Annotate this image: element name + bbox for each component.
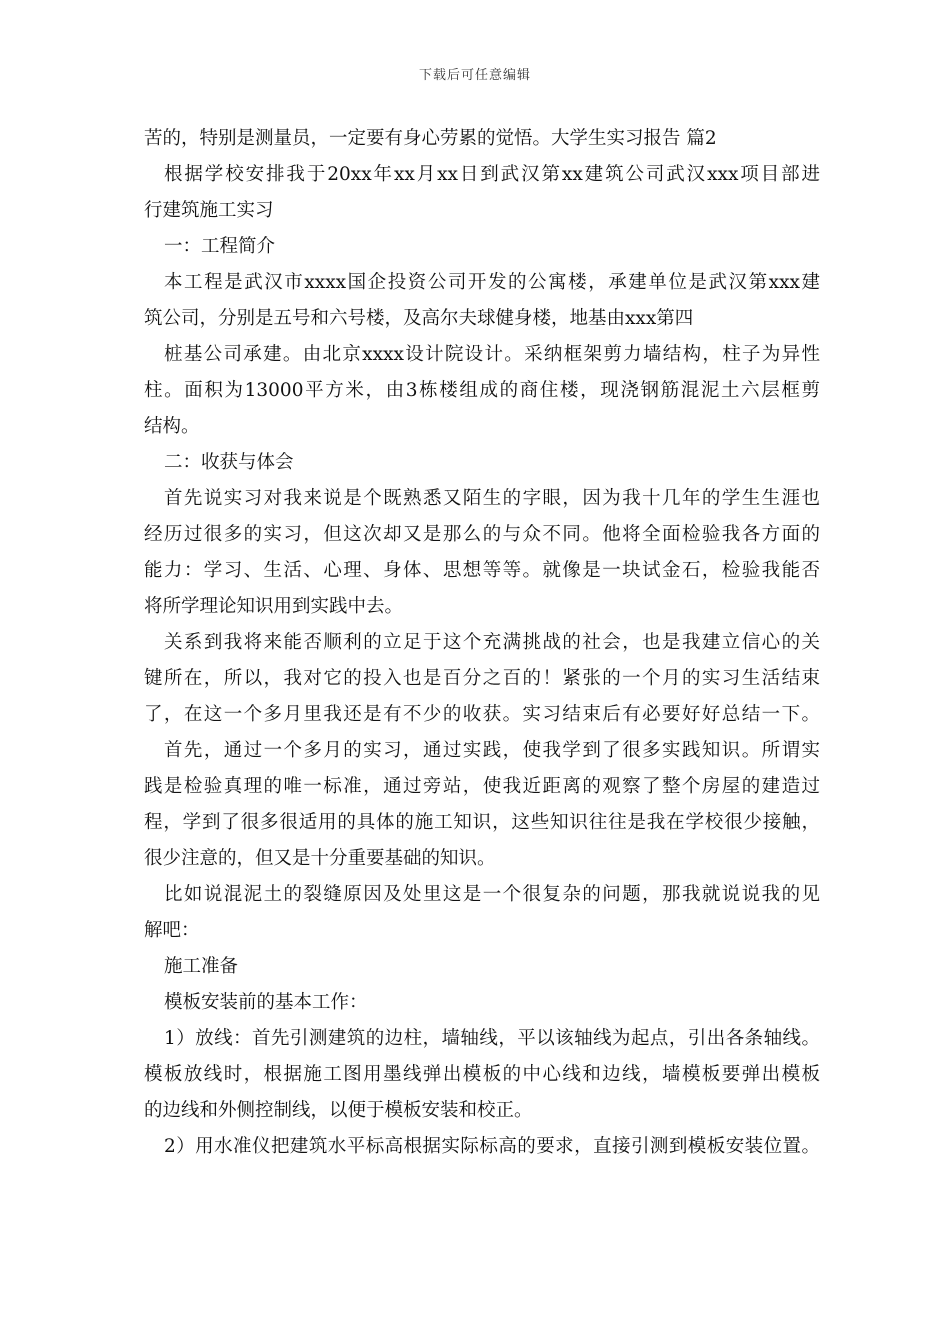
list-item: 1）放线：首先引测建筑的边柱，墙轴线，平以该轴线为起点，引出各条轴线。 bbox=[164, 1028, 820, 1049]
body-line: 行建筑施工实习 bbox=[144, 200, 274, 221]
body-line: 践是检验真理的唯一标准，通过旁站，使我近距离的观察了整个房屋的建造过 bbox=[144, 776, 820, 797]
body-line: 首先说实习对我来说是个既熟悉又陌生的字眼，因为我十几年的学生生涯也 bbox=[164, 488, 820, 509]
section-heading: 二：收获与体会 bbox=[164, 452, 294, 473]
body-line: 将所学理论知识用到实践中去。 bbox=[144, 596, 404, 617]
body-line: 键所在，所以，我对它的投入也是百分之百的！紧张的一个月的实习生活结束 bbox=[144, 668, 820, 689]
body-line: 程，学到了很多很适用的具体的施工知识，这些知识往往是我在学校很少接触， bbox=[144, 812, 820, 833]
body-line: 苦的，特别是测量员，一定要有身心劳累的觉悟。大学生实习报告 篇2 bbox=[144, 128, 717, 149]
section-heading: 施工准备 bbox=[164, 956, 239, 977]
body-line: 本工程是武汉市xxxx国企投资公司开发的公寓楼，承建单位是武汉第xxx建 bbox=[164, 272, 820, 293]
body-line: 结构。 bbox=[144, 416, 200, 437]
body-line: 很少注意的，但又是十分重要基础的知识。 bbox=[144, 848, 496, 869]
body-line: 了，在这一个多月里我还是有不少的收获。实习结束后有必要好好总结一下。 bbox=[144, 704, 820, 725]
section-heading: 一：工程简介 bbox=[164, 236, 276, 257]
page-header: 下载后可任意编辑 bbox=[418, 68, 531, 83]
body-line: 关系到我将来能否顺利的立足于这个充满挑战的社会，也是我建立信心的关 bbox=[164, 632, 820, 653]
body-line: 的边线和外侧控制线，以便于模板安装和校正。 bbox=[144, 1100, 533, 1121]
body-line: 模板放线时，根据施工图用墨线弹出模板的中心线和边线，墙模板要弹出模板 bbox=[144, 1064, 820, 1085]
body-line: 桩基公司承建。由北京xxxx设计院设计。采纳框架剪力墙结构，柱子为异性 bbox=[164, 344, 820, 365]
document-body bbox=[144, 121, 820, 1165]
body-line: 经历过很多的实习，但这次却又是那么的与众不同。他将全面检验我各方面的 bbox=[144, 524, 820, 545]
body-line: 柱。面积为13000平方米，由3栋楼组成的商住楼，现浇钢筋混泥土六层框剪 bbox=[144, 380, 820, 401]
body-line: 筑公司，分别是五号和六号楼，及高尔夫球健身楼，地基由xxx第四 bbox=[144, 308, 694, 329]
list-item: 2）用水准仪把建筑水平标高根据实际标高的要求，直接引测到模板安装位置。 bbox=[164, 1136, 820, 1157]
body-line: 模板安装前的基本工作： bbox=[164, 992, 368, 1013]
body-line: 比如说混泥土的裂缝原因及处里这是一个很复杂的问题，那我就说说我的见 bbox=[164, 884, 820, 905]
body-line: 能力：学习、生活、心理、身体、思想等等。就像是一块试金石，检验我能否 bbox=[144, 560, 820, 581]
body-line: 首先，通过一个多月的实习，通过实践，使我学到了很多实践知识。所谓实 bbox=[164, 740, 820, 761]
body-line: 根据学校安排我于20xx年xx月xx日到武汉第xx建筑公司武汉xxx项目部进 bbox=[164, 164, 820, 185]
body-line: 解吧： bbox=[144, 920, 200, 941]
